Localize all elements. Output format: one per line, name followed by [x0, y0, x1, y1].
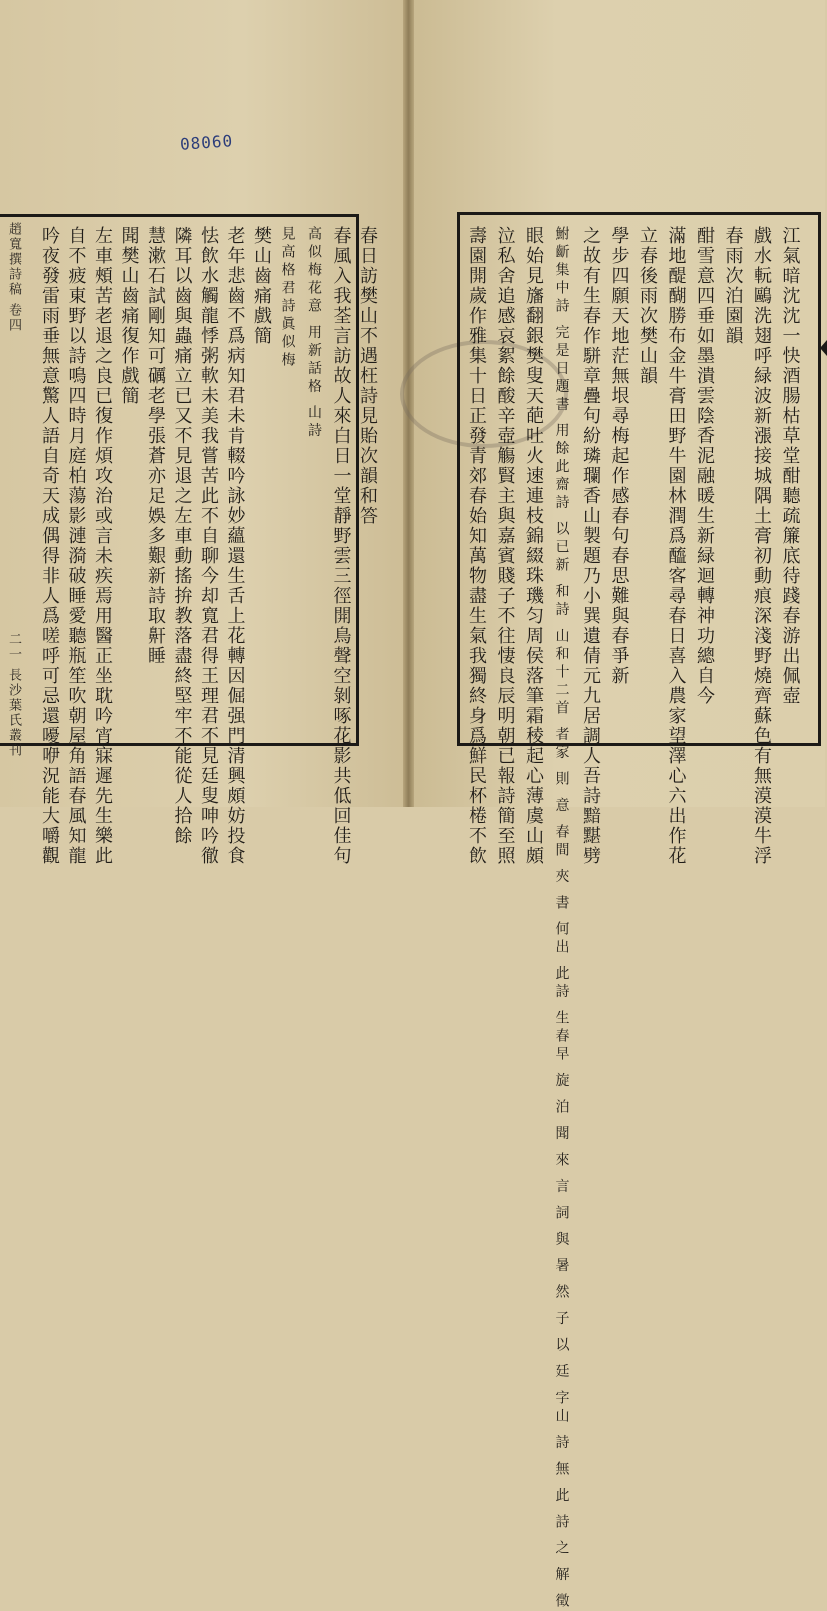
text-column: 泣私舍追感哀絮餘酸辛壺觴賢主與嘉賓賤子不往悽良辰明朝已報詩簡至照 — [494, 226, 516, 866]
text-column: 老年悲齒不爲病知君未肯輟吟詠妙蘊還生舌上花轉因倔强門清興頗妨投食 — [224, 226, 246, 866]
fold-notch-icon — [820, 340, 827, 356]
text-column: 春風入我荃言訪故人來白日一堂靜野雲三徑開鳥聲空剝啄花影共低回佳句 — [330, 226, 352, 866]
text-column: 眼始見旛翻銀樊叟天葩吐火速連枝錦綴珠璣匀周侯落筆霜稜起心薄虞山頗 — [523, 226, 544, 866]
text-column: 江氣暗沈沈一快酒腸枯草堂酣聽疏簾底待踐春游出佩壺 — [779, 226, 801, 706]
text-column: 自不疲東野以詩鳴四時月庭柏蕩影漣漪破睡愛聽瓶笙吹朝屋角語春風知龍 — [65, 226, 87, 866]
text-column: 之故有生春作駢章疊句紛璘瓓香山製題乃小巽遺倩元九居調人吾詩黯黮劈 — [580, 226, 601, 866]
text-column: 春日訪樊山不遇枉詩見貽次韻和答 — [357, 226, 378, 526]
text-column: 學步四願天地茫無垠尋梅起作感春句春思難與春爭新 — [608, 226, 630, 686]
text-column: 戲水䡇鷗洗翅呼緑波新漲接城隅土膏初動痕深淺野燒齊蘇色有無漠漠牛浮 — [751, 226, 772, 866]
text-column: 鮒齗集中詩 完是日題書 用餘此齋詩 以已新 和詩 山和十二首 者家 則 意 春間 夾 書 何出 此詩 生春早 旋 泊 聞 來 言 詞 與 暑 然 子 以 廷 字山 詩 無 此 詩 之 解 徵 — [553, 226, 570, 1611]
left-margin-header: 趙寬撰詩稿 卷四 — [6, 222, 21, 334]
text-column: 見高格君詩眞似梅 — [279, 226, 296, 370]
text-column: 立春後雨次樊山韻 — [637, 226, 658, 386]
text-column: 壽園開歲作雅集十日正發青郊春始知萬物盡生氣我獨終身爲鮮民杯棬不飲 — [466, 226, 487, 866]
text-column: 酣雪意四垂如墨潰雲陰香泥融暖生新緑迴轉神功總自今 — [694, 226, 715, 706]
text-column: 樊山齒痛戲簡 — [251, 226, 272, 346]
text-column: 左車頰苦老退之良已復作煩攻治或言未疾焉用醫正坐耽吟宵寐遲先生樂此 — [92, 226, 113, 866]
text-column: 高似梅花意 用新話格 山詩 — [306, 226, 322, 441]
text-column: 春雨次泊園韻 — [722, 226, 744, 346]
catalog-number-stamp: 08060 — [179, 131, 234, 154]
text-column: 吟夜發雷雨垂無意驚人語自奇天成偶得非人爲嗟呼可忌還嚘咿況能大嚼觀 — [39, 226, 60, 866]
text-column: 隣耳以齒與蟲痛立已又不見退之左車動搖拚教落盡終堅牢不能從人拾餘 — [171, 226, 193, 846]
left-margin-footer: 二一 長沙葉氏叢刊 — [6, 632, 21, 759]
text-column: 慧漱石試剛知可礪老學張蒼亦足娛多艱新詩取鼾睡 — [145, 226, 166, 666]
text-column: 怯飲水觸龍悸粥軟未美我嘗苦此不自聊今却寬君得王理君不見廷叟呻吟徹 — [198, 226, 219, 866]
text-column: 滿地醍醐勝布金牛膏田野牛園林潤爲醯客尋春日喜入農家望澤心六出作花 — [665, 226, 687, 866]
text-column: 聞樊山齒痛復作戲簡 — [118, 226, 140, 406]
